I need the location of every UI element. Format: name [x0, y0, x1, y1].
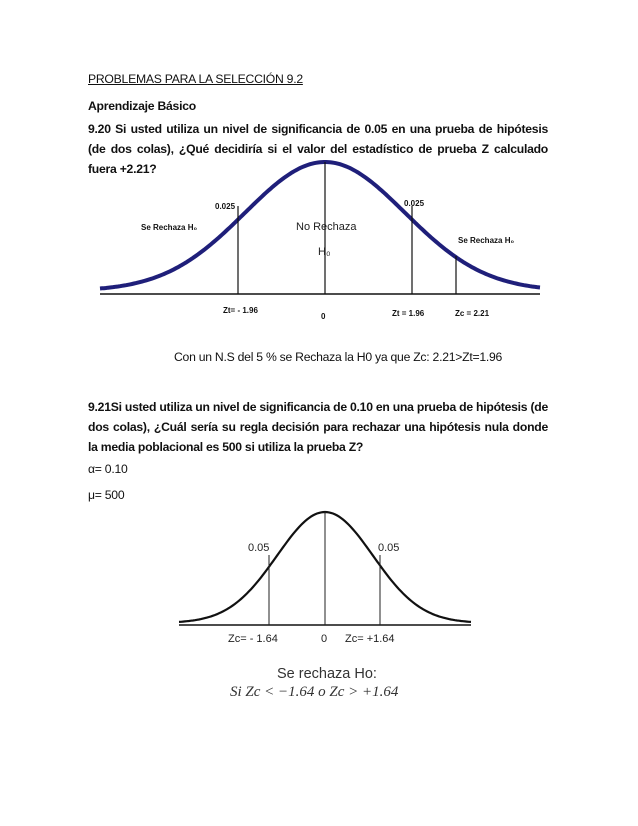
- tick-left-2: Zc= - 1.64: [228, 633, 278, 645]
- tick-zc-1: Zc = 2.21: [455, 309, 490, 318]
- tick-center-2: 0: [321, 633, 328, 645]
- problem-920-text: 9.20 Si usted utiliza un nivel de significancia de 0.05 en una prueba de hipótesis (de dos colas), ¿Qué decidiría si el valor del estadístico de prueba Z calculado fuera +2.21?: [88, 122, 548, 176]
- rejection-rule-title: Se rechaza Ho:: [277, 666, 377, 682]
- tick-right-1: Zt = 1.96: [392, 309, 425, 318]
- section-heading: PROBLEMAS PARA LA SELECCIÓN 9.2: [88, 72, 303, 86]
- mu-value: μ= 500: [88, 488, 125, 502]
- normal-curve-figure-1: [95, 150, 545, 330]
- problem-921-text: 9.21Si usted utiliza un nivel de significancia de 0.10 en una prueba de hipótesis (de dos colas), ¿Cuál sería su regla decisión para rechazar una hipótesis nula donde la media poblacional es 500 si utiliza la prueba Z?: [88, 400, 548, 454]
- tail-left-label-2: 0.05: [248, 542, 270, 554]
- tick-right-2: Zc= +1.64: [345, 633, 395, 645]
- reject-left-label-1: Se Rechaza H₀: [141, 223, 198, 232]
- tick-left-1: Zt= - 1.96: [223, 306, 258, 315]
- reject-right-label-1: Se Rechaza H₀: [458, 236, 515, 245]
- normal-curve-figure-2: [175, 500, 475, 700]
- tail-left-label-1: 0.025: [215, 202, 236, 211]
- accept-label-line1: No Rechaza: [296, 221, 357, 233]
- tail-right-label-2: 0.05: [378, 542, 400, 554]
- tick-center-1: 0: [321, 312, 326, 321]
- conclusion-920: Con un N.S del 5 % se Rechaza la H0 ya que Zc: 2.21>Zt=1.96: [174, 350, 503, 364]
- alpha-value: α= 0.10: [88, 462, 128, 476]
- rejection-rule-math: Si Zc < −1.64 o Zc > +1.64: [230, 684, 399, 700]
- accept-label-line2: H₀: [318, 246, 331, 258]
- subheading: Aprendizaje Básico: [88, 99, 196, 113]
- tail-right-label-1: 0.025: [404, 199, 425, 208]
